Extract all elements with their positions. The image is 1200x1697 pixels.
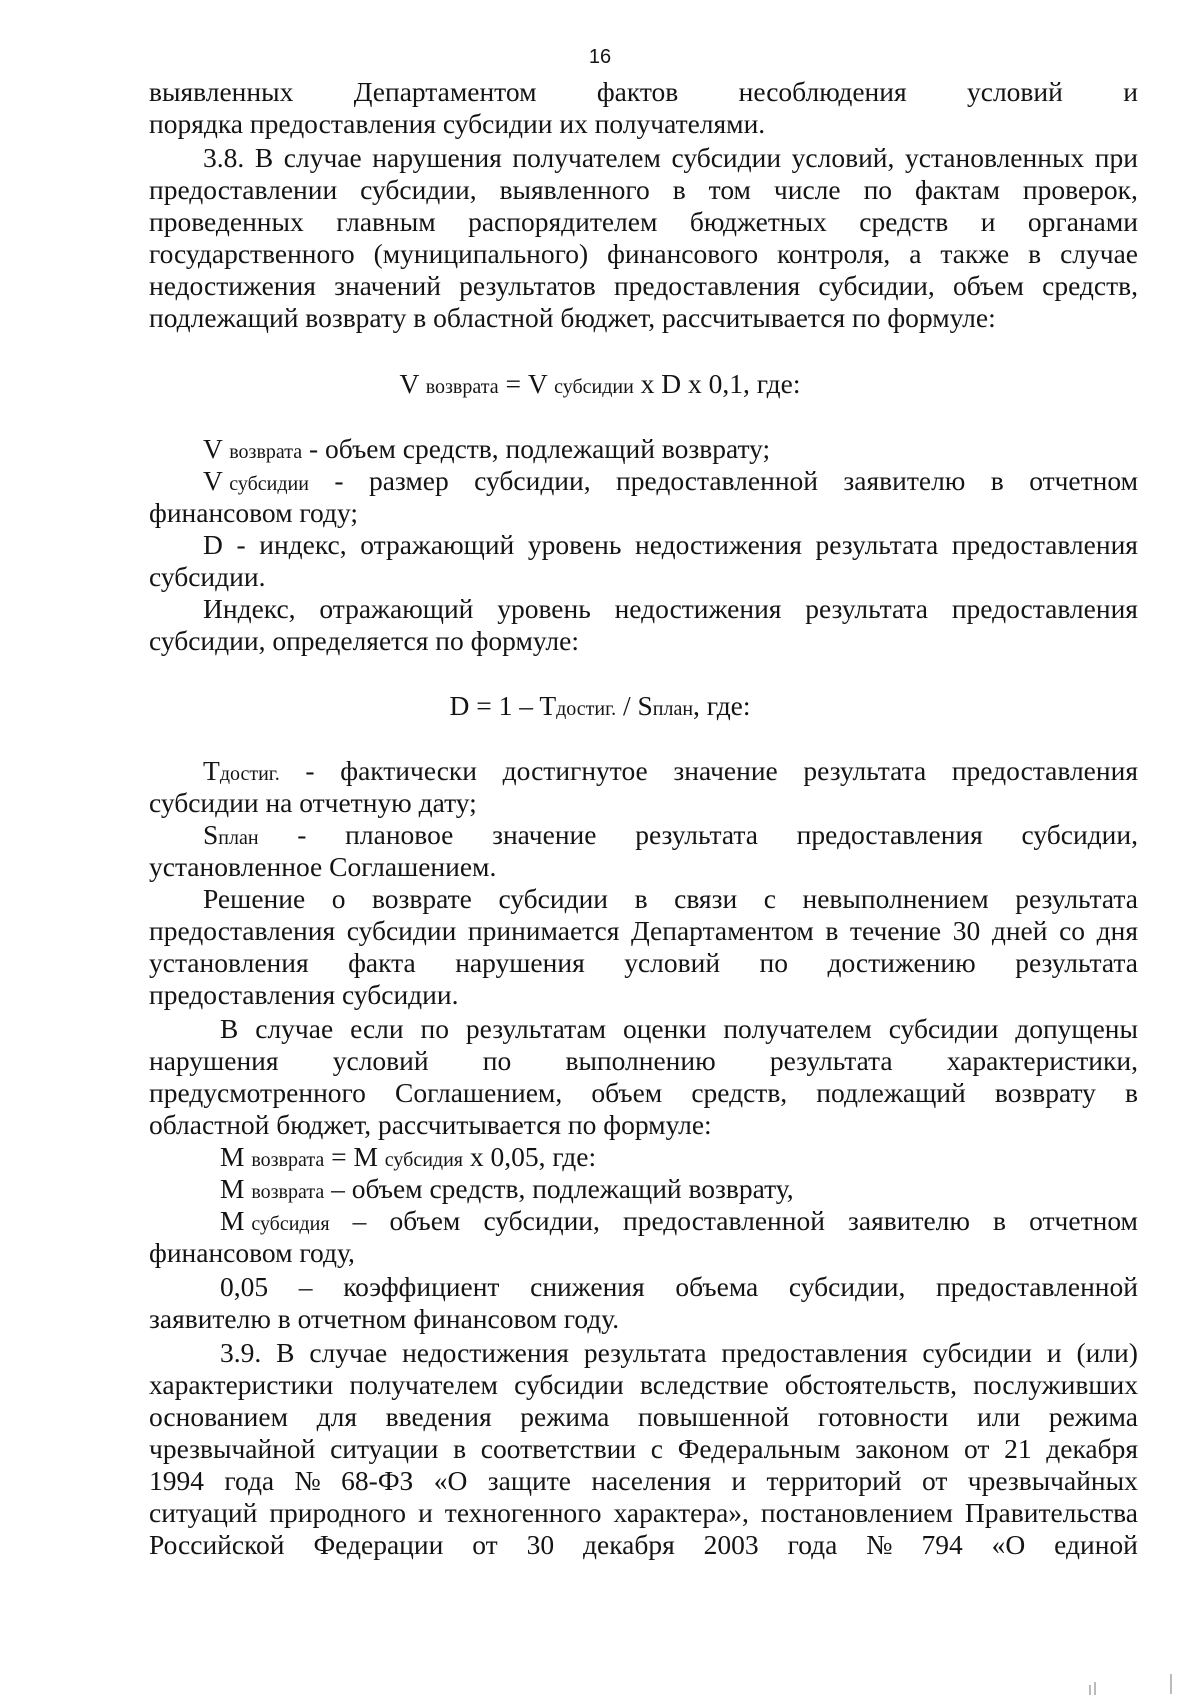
- word: результатам: [465, 1013, 607, 1044]
- text-line: финансовом году;: [149, 497, 359, 528]
- word: декабря: [583, 1529, 675, 1560]
- word: возврате: [372, 883, 472, 914]
- word: (муниципального): [373, 238, 589, 269]
- word: В: [220, 1013, 239, 1044]
- word: или: [977, 1401, 1021, 1432]
- text-line: [203, 141, 1138, 174]
- word: факта: [348, 947, 416, 978]
- word: предоставления: [951, 593, 1138, 624]
- word: с: [763, 883, 776, 914]
- word: характеристики: [149, 1369, 334, 1400]
- text-line: [149, 1496, 1138, 1529]
- word: чрезвычайной: [149, 1433, 316, 1464]
- word: бюджетных: [689, 206, 827, 237]
- word: Федеральным: [677, 1433, 841, 1464]
- word: уровень: [497, 593, 591, 624]
- word: подлежащий: [816, 1077, 966, 1108]
- word: Федерации: [313, 1529, 444, 1560]
- word: главным: [336, 206, 436, 237]
- word: результата: [815, 529, 939, 560]
- word: режима: [520, 1401, 610, 1432]
- word: 0,05: [220, 1271, 269, 1302]
- word: средств: [859, 206, 949, 237]
- word: оценки: [622, 1013, 707, 1044]
- word: по: [759, 947, 789, 978]
- text-line: [149, 1368, 1138, 1401]
- word: дней: [991, 915, 1048, 946]
- word: если: [350, 1013, 404, 1044]
- text-line: установленное Соглашением.: [149, 851, 497, 882]
- word: недостижения: [614, 593, 782, 624]
- word: характеристики,: [946, 1045, 1138, 1076]
- word: постановлением: [760, 1497, 953, 1528]
- word: природного: [269, 1497, 407, 1528]
- word: в: [825, 915, 839, 946]
- word: отчетном: [1029, 1205, 1138, 1236]
- word: ситуации: [330, 1433, 439, 1464]
- word: –: [352, 1205, 367, 1236]
- word: фактам: [914, 174, 1000, 205]
- word: условий: [624, 947, 721, 978]
- word: отражающий: [360, 529, 515, 560]
- word: связи: [674, 883, 738, 914]
- word: ситуаций: [149, 1497, 258, 1528]
- text-line: [149, 75, 1138, 108]
- word: недостижения: [402, 1337, 569, 1368]
- word: по: [863, 174, 893, 205]
- text-line: порядка предоставления субсидии их получателями.: [149, 108, 766, 139]
- word: предоставления: [951, 529, 1138, 560]
- word: декабря: [1046, 1433, 1138, 1464]
- word: Индекс,: [203, 593, 296, 624]
- word: в: [1028, 238, 1042, 269]
- word: результатов: [459, 270, 596, 301]
- text-line: [149, 205, 1138, 238]
- word: значение: [492, 819, 597, 850]
- word: субсидии: [514, 1369, 624, 1400]
- word: 1994: [149, 1465, 204, 1496]
- word: невыполнением: [802, 883, 989, 914]
- word: результата: [1015, 883, 1138, 914]
- word: субсидии,: [483, 1205, 600, 1236]
- text-line: [149, 1400, 1138, 1433]
- word: D: [203, 529, 223, 560]
- word: а: [909, 238, 922, 269]
- word: соответствии: [480, 1433, 637, 1464]
- word: субсидии,: [474, 465, 591, 496]
- word: Департаментом: [353, 76, 537, 107]
- word: В: [276, 1337, 295, 1368]
- word: государственного: [149, 238, 355, 269]
- word: результата: [583, 1337, 707, 1368]
- word: условий: [967, 76, 1063, 107]
- word: получателем: [512, 142, 661, 173]
- word: предоставленной: [936, 1271, 1138, 1302]
- word: значение: [673, 755, 778, 786]
- text-line: V возврата - объем средств, подлежащий возврату;: [203, 433, 771, 464]
- word: 68-ФЗ: [341, 1465, 414, 1496]
- word: субсидии: [346, 915, 457, 946]
- word: условий,: [791, 142, 895, 173]
- word: –: [298, 1271, 313, 1302]
- word: субсидии,: [788, 1271, 906, 1302]
- word: В: [254, 142, 274, 173]
- word: -: [334, 465, 344, 496]
- word: распорядителем: [468, 206, 658, 237]
- word: коэффициент: [343, 1271, 500, 1302]
- word: и: [1123, 76, 1138, 107]
- word: V субсидии: [203, 465, 309, 496]
- word: Решение: [203, 883, 306, 914]
- word: обстоятельств,: [784, 1369, 957, 1400]
- text-line: М возврата = М субсидия x 0,05, где:: [220, 1141, 597, 1172]
- word: 30: [952, 915, 981, 946]
- page-number: 16: [588, 46, 612, 68]
- word: в: [1124, 1077, 1138, 1108]
- word: органами: [1027, 206, 1138, 237]
- word: снижения: [530, 1271, 645, 1302]
- word: отражающий: [319, 593, 474, 624]
- word: населения: [591, 1465, 712, 1496]
- word: основанием: [149, 1401, 288, 1432]
- text-line: [149, 173, 1138, 206]
- word: значений: [334, 270, 441, 301]
- word: допущены: [1015, 1013, 1138, 1044]
- word: индекс,: [259, 529, 347, 560]
- word: размер: [368, 465, 449, 496]
- word: случае: [1060, 238, 1138, 269]
- text-line: заявителю в отчетном финансовом году.: [149, 1303, 620, 1334]
- word: предоставления: [613, 270, 801, 301]
- word: предоставленной: [616, 465, 818, 496]
- text-line: субсидии, определяется по формуле:: [149, 625, 579, 656]
- word: объема: [675, 1271, 759, 1302]
- word: субсидии: [888, 1013, 999, 1044]
- word: субсидии: [671, 142, 782, 173]
- scan-mark: [1170, 1674, 1172, 1694]
- word: территорий: [766, 1465, 902, 1496]
- word: Tдостиг.: [203, 755, 280, 786]
- word: от: [921, 1465, 948, 1496]
- word: о: [331, 883, 346, 914]
- word: получателем: [723, 1013, 872, 1044]
- word: субсидии,: [360, 174, 477, 205]
- text-line: [220, 1270, 1138, 1303]
- word: возврату: [994, 1077, 1096, 1108]
- word: года: [224, 1465, 275, 1496]
- scan-mark: [1094, 1682, 1096, 1695]
- word: в: [990, 465, 1004, 496]
- word: проведенных: [149, 206, 304, 237]
- word: «О: [991, 1529, 1026, 1560]
- word: 30: [526, 1529, 555, 1560]
- text-line: предоставления субсидии.: [149, 979, 459, 1010]
- text-line: [149, 1464, 1138, 1497]
- word: года: [787, 1529, 838, 1560]
- word: Sплан: [203, 819, 259, 850]
- word: субсидии,: [1021, 819, 1138, 850]
- word: чрезвычайных: [967, 1465, 1138, 1496]
- word: Российской: [149, 1529, 285, 1560]
- word: субсидии: [922, 1337, 1032, 1368]
- text-line: субсидии на отчетную дату;: [149, 787, 477, 818]
- text-line: областной бюджет, рассчитывается по формуле:: [149, 1109, 712, 1140]
- word: готовности: [817, 1401, 949, 1432]
- word: средств,: [1042, 270, 1138, 301]
- scan-mark: [1089, 1685, 1091, 1695]
- word: выявленного: [499, 174, 650, 205]
- word: Правительства: [964, 1497, 1138, 1528]
- word: 794: [921, 1529, 963, 1560]
- word: достигнутое: [502, 755, 648, 786]
- word: техногенного: [444, 1497, 602, 1528]
- word: заявителю: [843, 465, 966, 496]
- word: Соглашением,: [395, 1077, 563, 1108]
- word: случае: [283, 142, 362, 173]
- word: -: [236, 529, 246, 560]
- text-line: [149, 269, 1138, 302]
- word: выявленных: [149, 76, 294, 107]
- text-line: М возврата – объем средств, подлежащий возврату,: [220, 1173, 794, 1204]
- text-line: [220, 1336, 1138, 1369]
- word: предоставления: [951, 755, 1138, 786]
- word: финансового: [607, 238, 759, 269]
- text-line: [220, 1204, 1138, 1237]
- word: №: [294, 1465, 321, 1496]
- word: результата: [635, 819, 758, 850]
- word: том: [708, 174, 751, 205]
- word: по: [482, 1045, 512, 1076]
- word: и: [1046, 1337, 1062, 1368]
- text-line: [149, 1044, 1138, 1077]
- text-line: [203, 528, 1138, 561]
- text-line: [149, 914, 1138, 947]
- word: дня: [1096, 915, 1138, 946]
- word: плановое: [345, 819, 454, 850]
- word: проверок,: [1022, 174, 1138, 205]
- word: в: [453, 1433, 467, 1464]
- word: нарушения: [149, 1045, 279, 1076]
- word: случае: [255, 1013, 334, 1044]
- word: предоставленной: [622, 1205, 825, 1236]
- text-line: субсидии.: [149, 561, 266, 592]
- word: результата: [803, 755, 927, 786]
- word: «О: [433, 1465, 468, 1496]
- word: объем: [591, 1077, 663, 1108]
- text-line: V возврата = V субсидии x D x 0,1, где:: [399, 368, 801, 399]
- word: и: [980, 206, 996, 237]
- text-line: [220, 1012, 1138, 1045]
- word: уровень: [527, 529, 622, 560]
- text-line: финансовом году,: [149, 1237, 355, 1268]
- word: 2003: [703, 1529, 759, 1560]
- word: нарушения: [372, 142, 502, 173]
- word: М субсидия: [220, 1205, 330, 1236]
- word: достижению: [827, 947, 976, 978]
- word: предоставления: [796, 819, 983, 850]
- word: недостижения: [149, 270, 316, 301]
- word: при: [1094, 142, 1138, 173]
- word: фактически: [340, 755, 478, 786]
- word: с: [650, 1433, 664, 1464]
- word: результата: [769, 1045, 893, 1076]
- text-line: подлежащий возврату в областной бюджет, рассчитывается по формуле:: [149, 302, 996, 333]
- word: фактов: [596, 76, 679, 107]
- word: в: [993, 1205, 1007, 1236]
- word: в: [634, 883, 648, 914]
- word: несоблюдения: [738, 76, 907, 107]
- word: нарушения: [455, 947, 585, 978]
- word: заявителю: [848, 1205, 970, 1236]
- word: №: [866, 1529, 893, 1560]
- word: послуживших: [973, 1369, 1138, 1400]
- word: результата: [1015, 947, 1138, 978]
- word: по: [420, 1013, 449, 1044]
- word: субсидии,: [818, 270, 935, 301]
- word: Департаментом: [630, 915, 814, 946]
- word: законом: [855, 1433, 950, 1464]
- text-line: [149, 1432, 1138, 1465]
- word: введения: [385, 1401, 492, 1432]
- word: объем: [953, 270, 1024, 301]
- word: условий: [332, 1045, 429, 1076]
- word: характера»,: [613, 1497, 749, 1528]
- word: предоставления: [721, 1337, 908, 1368]
- word: и: [418, 1497, 433, 1528]
- word: установления: [149, 947, 309, 978]
- word: отчетном: [1029, 465, 1138, 496]
- word: 3.8.: [203, 142, 245, 173]
- word: от: [964, 1433, 990, 1464]
- word: течение: [849, 915, 942, 946]
- text-line: [149, 1528, 1138, 1561]
- word: предоставления: [149, 915, 336, 946]
- word: недостижения: [635, 529, 802, 560]
- word: числе: [773, 174, 841, 205]
- word: режима: [1048, 1401, 1138, 1432]
- word: также: [940, 238, 1010, 269]
- word: для: [316, 1401, 358, 1432]
- text-line: [203, 754, 1138, 787]
- word: субсидии: [498, 883, 609, 914]
- word: принимается: [467, 915, 620, 946]
- word: от: [472, 1529, 498, 1560]
- word: случае: [309, 1337, 388, 1368]
- word: 3.9.: [220, 1337, 262, 1368]
- word: со: [1059, 915, 1086, 946]
- word: и: [731, 1465, 747, 1496]
- word: защите: [487, 1465, 571, 1496]
- text-line: [149, 237, 1138, 270]
- text-line: [203, 592, 1138, 625]
- word: установленных: [904, 142, 1085, 173]
- word: средств,: [691, 1077, 788, 1108]
- word: получателем: [349, 1369, 498, 1400]
- text-line: [203, 818, 1138, 851]
- word: предусмотренного: [149, 1077, 366, 1108]
- text-line: [149, 946, 1138, 979]
- word: в: [672, 174, 686, 205]
- word: выполнению: [565, 1045, 716, 1076]
- text-line: [149, 1076, 1138, 1109]
- text-line: D = 1 – Tдостиг. / Sплан, где:: [449, 690, 751, 721]
- word: объем: [389, 1205, 461, 1236]
- text-line: [203, 882, 1138, 915]
- word: результата: [805, 593, 928, 624]
- word: контроля,: [777, 238, 891, 269]
- word: (или): [1076, 1337, 1138, 1368]
- word: вследствие: [639, 1369, 769, 1400]
- word: -: [297, 819, 307, 850]
- word: повышенной: [638, 1401, 790, 1432]
- text-line: [203, 464, 1138, 497]
- word: единой: [1054, 1529, 1138, 1560]
- word: -: [305, 755, 315, 786]
- word: 21: [1004, 1433, 1032, 1464]
- word: предоставлении: [149, 174, 338, 205]
